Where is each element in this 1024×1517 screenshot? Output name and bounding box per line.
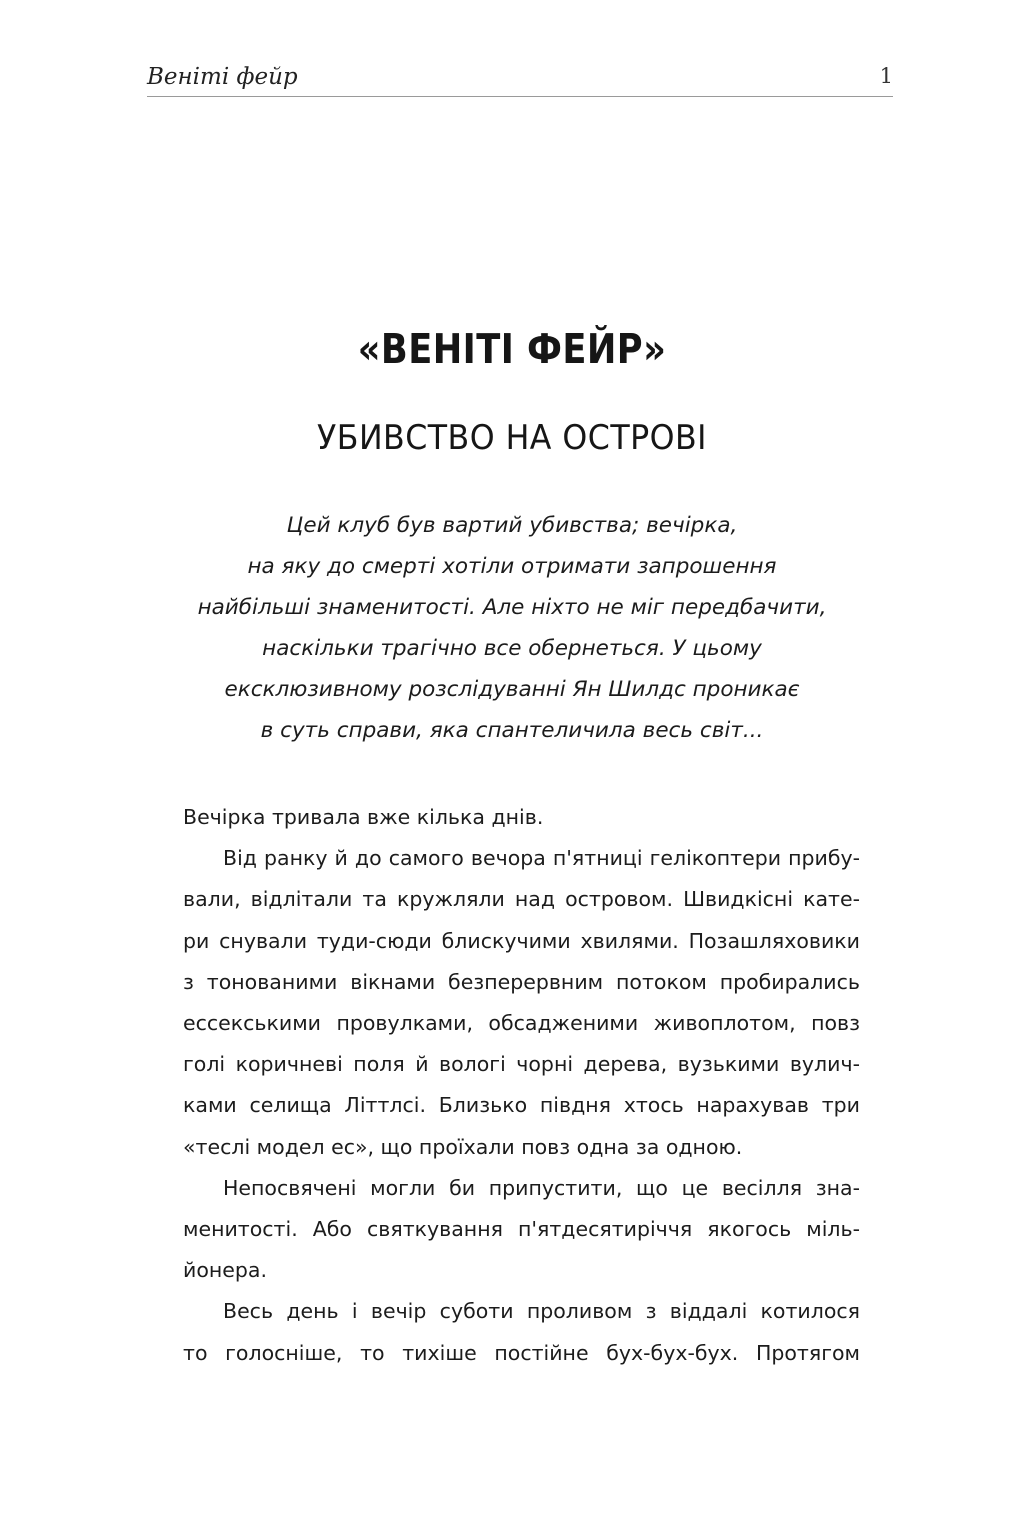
body-line: вали, відлітали та кружляли над островом. Швидкісні кате-: [183, 887, 860, 912]
epigraph-line: найбільші знаменитості. Але ніхто не міг передбачити,: [197, 595, 827, 620]
body-line: йонера.: [183, 1258, 267, 1283]
epigraph-line: на яку до смерті хотіли отримати запрошення: [247, 554, 777, 579]
body-line: ессекськими провулками, обсадженими живоплотом, повз: [183, 1011, 860, 1036]
epigraph-line: ексклюзивному розслідуванні Ян Шилдс проникає: [224, 677, 800, 702]
body-text: [183, 797, 860, 1374]
body-line: «теслі модел ес», що проїхали повз одна за одною.: [183, 1134, 743, 1159]
chapter-subtitle: УБИВСТВО НА ОСТРОВІ: [317, 418, 707, 458]
page-number: 1: [879, 64, 893, 88]
epigraph-line: в суть справи, яка спантеличила весь світ...: [260, 718, 764, 743]
body-line: менитості. Або святкування п'ятдесятиріччя якогось міль-: [183, 1217, 860, 1242]
epigraph-line: Цей клуб був вартий убивства; вечірка,: [286, 513, 738, 538]
body-line: ри снували туди-сюди блискучими хвилями. Позашляховики: [183, 928, 860, 953]
body-line: ками селища Літтлсі. Близько півдня хтось нарахував три: [183, 1093, 860, 1118]
epigraph: [150, 505, 874, 751]
body-line: Вечірка тривала вже кілька днів.: [183, 805, 544, 829]
epigraph-line: наскільки трагічно все обернеться. У цьому: [262, 636, 762, 661]
body-line: з тонованими вікнами безперервним потоком пробирались: [183, 969, 860, 994]
chapter-title: «ВЕНІТІ ФЕЙР»: [357, 325, 667, 373]
body-line: то голосніше, то тихіше постійне бух-бух-бух. Протягом: [183, 1340, 860, 1365]
running-title: Веніті фейр: [147, 64, 298, 90]
body-line: Весь день і вечір суботи проливом з віддалі котилося: [223, 1299, 860, 1324]
body-line: голі коричневі поля й вологі чорні дерева, вузькими вулич-: [183, 1052, 860, 1077]
body-line: Непосвячені могли би припустити, що це весілля зна-: [223, 1175, 860, 1200]
body-line: Від ранку й до самого вечора п'ятниці гелікоптери прибу-: [223, 846, 860, 871]
running-header: [147, 62, 893, 97]
